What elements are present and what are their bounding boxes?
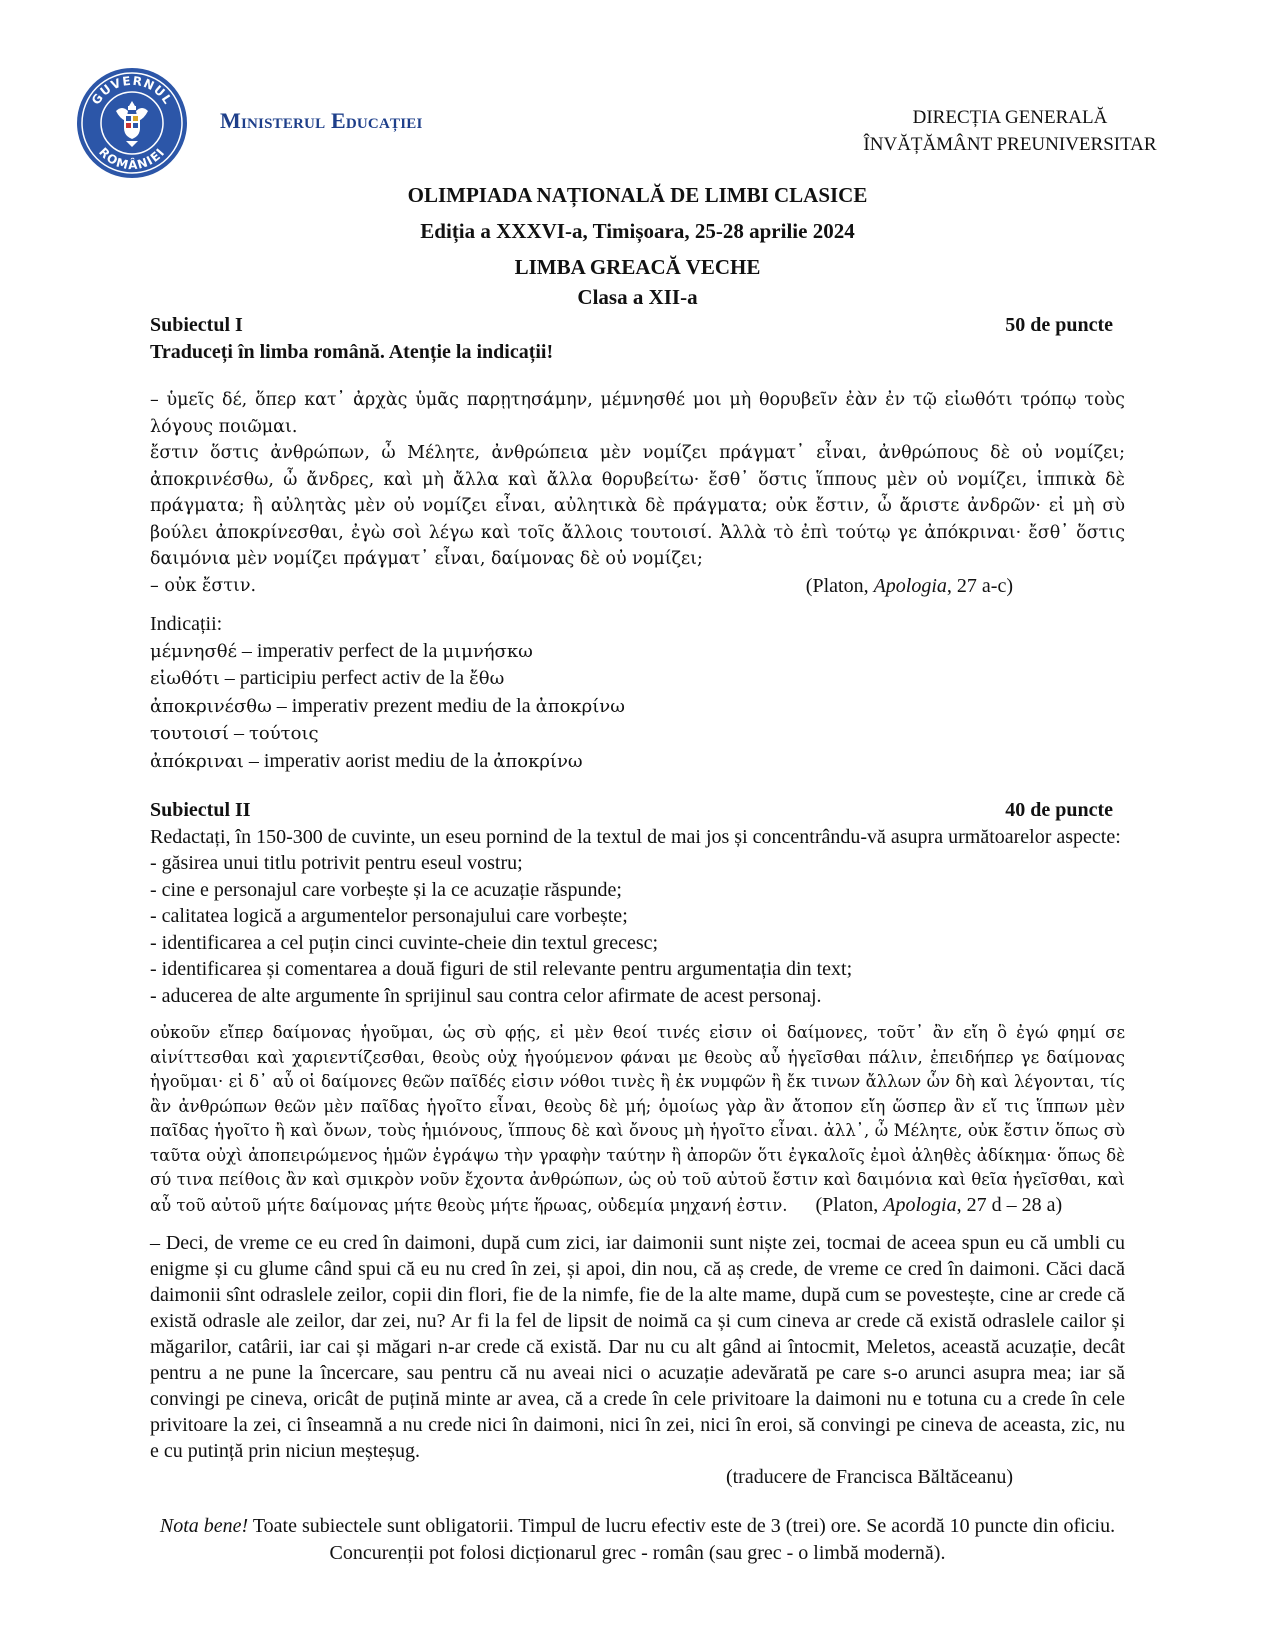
subject1-greek-p2: ἔστιν ὅστις ἀνθρώπων, ὦ Μέλητε, ἀνθρώπεια μὲν νομίζει πράγματ᾽ εἶναι, ἀνθρώπους δὲ οὐ νομίζει; ἀποκρινέσθω, ὦ ἄνδρες, καὶ μὴ ἄλλα καὶ ἄλλα θορυβείτω· ἔσθ᾽ ὅστις ἵππους μὲν οὐ νομίζει, ἱππικὰ δὲ πράγματα; ἢ αὐλητὰς μὲν οὐ νομίζει εἶναι, αὐλητικὰ δὲ πράγματα; οὐκ ἔστιν, ὦ ἄριστε ἀνδρῶν· εἰ μὴ σὺ βούλει ἀποκρίνεσθαι, ἐγὼ σοὶ λέγω καὶ τοῖς ἄλλοις τουτοισί. Ἀλλὰ τὸ ἐπὶ τούτῳ γε ἀπόκριναι· ἔσθ᾽ ὅστις δαιμόνια μὲν νομίζει πράγματ᾽ εἶναι, δαίμονας δὲ οὐ νομίζει; bbox=[150, 443, 1125, 569]
edition-title: Ediția a XXXVI-a, Timișoara, 25-28 aprilie 2024 bbox=[420, 219, 855, 243]
source-work: Apologia bbox=[883, 1193, 957, 1216]
class-title: Clasa a XII-a bbox=[577, 285, 698, 309]
subject1-header bbox=[150, 312, 1125, 339]
subject1-points: 50 de puncte bbox=[1005, 314, 1113, 336]
subject2-source bbox=[816, 1194, 1063, 1216]
indication-note: – imperativ prezent mediu de la bbox=[271, 694, 536, 717]
source-work: Apologia bbox=[873, 574, 947, 597]
subject2-translation: – Deci, de vreme ce eu cred în daimoni, după cum zici, iar daimonii sunt niște zei, tocmai de aceea spun eu că umbli cu enigme și cu glume când spui că eu nu cred în zei, și apoi, din nou, că aș crede, de vreme ce cred în daimoni. Căci dacă daimonii sînt odraslele zeilor, copii din flori, fie de la nimfe, fie de la alte mame, după cum se povestește, cine ar crede că există odrasle ale zeilor, dar zei, nu? Ar fi la fel de lipsit de noimă ca și cum cineva ar crede că există odraslele cailor și măgarilor, catârii, iar cai și măgari n-ar crede că există. Dar nu cu alt gând ai întocmit, Meletos, această acuzație, decât pentru a ne pune la încercare, sau pentru că nu aveai nici o acuzație adevărată pe care s-o arunci asupra mea; iar să convingi pe cineva, oricât de puțină minte ar avea, că a crede în cele privitoare la daimoni nu e totuna cu a crede în cele privitoare la zei, ci înseamnă a nu crede nici în daimoni, nici în zei, nici în eroi, să convingi pe cineva de aceasta, zic, nu e cu putință prin niciun meșteșug. bbox=[150, 1232, 1125, 1462]
subject2-greek-text bbox=[150, 1021, 1125, 1218]
indication-lemma: μιμνήσκω bbox=[442, 640, 533, 662]
indication-word: ἀπόκριναι bbox=[150, 750, 244, 772]
indications-title: Indicații: bbox=[150, 613, 223, 635]
language-title: LIMBA GREACĂ VECHE bbox=[514, 255, 761, 279]
indication-note: – bbox=[228, 722, 249, 744]
aspect-item: - identificarea a cel puțin cinci cuvinte-cheie din textul grecesc; bbox=[150, 931, 659, 954]
indication-item bbox=[150, 693, 1125, 721]
indication-lemma: τούτοις bbox=[248, 723, 319, 744]
indication-note: – imperativ perfect de la bbox=[236, 639, 443, 662]
seal-bottom-text: ROMÂNIEI bbox=[96, 144, 168, 173]
indication-item bbox=[150, 720, 1125, 748]
footer-text-1: Toate subiectele sunt obligatorii. Timpul de lucru efectiv este de 3 (trei) ore. Se acordă 10 puncte din oficiu. bbox=[248, 1515, 1116, 1537]
direction-line-2: ÎNVĂȚĂMÂNT PREUNIVERSITAR bbox=[863, 134, 1157, 155]
aspect-item: - cine e personajul care vorbește și la ce acuzație răspunde; bbox=[150, 878, 622, 901]
aspect-item: - calitatea logică a argumentelor personajului care vorbește; bbox=[150, 905, 628, 927]
exam-titles bbox=[0, 180, 1275, 312]
subject1-greek-last bbox=[150, 573, 1125, 600]
indication-note: – participiu perfect activ de la bbox=[219, 667, 470, 689]
subject1-label: Subiectul I bbox=[150, 314, 243, 336]
footer-note bbox=[0, 1513, 1275, 1567]
source-author: (Platon, bbox=[805, 574, 874, 597]
subject2-greek-body: οὐκοῦν εἴπερ δαίμονας ἡγοῦμαι, ὡς σὺ φῄς, εἰ μὲν θεοί τινές εἰσιν οἱ δαίμονες, τοῦτ᾽ ἂν εἴη ὃ ἐγώ φημί σε αἰνίττεσθαι καὶ χαριεντίζεσθαι, θεοὺς οὐχ ἡγούμενον φάναι με θεοὺς αὖ ἡγεῖσθαι πάλιν, ἐπειδήπερ γε δαίμονας ἡγοῦμαι· εἰ δ᾽ αὖ οἱ δαίμονες θεῶν παῖδές εἰσιν νόθοι τινὲς ἢ ἐκ νυμφῶν ἢ ἔκ τινων ἄλλων ὧν δὴ καὶ λέγονται, τίς ἂν ἀνθρώπων θεῶν μὲν παῖδας ἡγοῖτο εἶναι, θεοὺς δὲ μή; ὁμοίως γὰρ ἂν ἄτοπον εἴη ὥσπερ ἂν εἴ τις ἵππων μὲν παῖδας ἡγοῖτο ἢ καὶ ὄνων, τοὺς ἡμιόνους, ἵππους δὲ καὶ ὄνους μὴ ἡγοῖτο εἶναι. ἀλλ᾽, ὦ Μέλητε, οὐκ ἔστιν ὅπως σὺ ταῦτα οὐχὶ ἀποπειρώμενος ἡμῶν ἐγράψω τὴν γραφὴν ταύτην ἢ ἀπορῶν ὅτι ἐγκαλοῖς ἐμοὶ ἀληθὲς ἀδίκημα· ὅπως δὲ σύ τινα πείθοις ἂν καὶ σμικρὸν νοῦν ἔχοντα ἀνθρώπων, ὡς οὐ τοῦ αὐτοῦ ἔστιν καὶ δαιμόνια καὶ θεῖα ἡγεῖσθαι, καὶ αὖ τοῦ αὐτοῦ μήτε δαίμονας μήτε θεοὺς μήτε ἥρωας, οὐδεμία μηχανή ἐστιν. bbox=[150, 1023, 1125, 1215]
subject2-intro: Redactați, în 150-300 de cuvinte, un eseu pornind de la textul de mai jos și concentrându-vă asupra următoarelor aspecte: bbox=[150, 825, 1121, 848]
aspect-item: - identificarea și comentarea a două figuri de stil relevante pentru argumentația din text; bbox=[150, 958, 853, 980]
translation-credit: (traducere de Francisca Băltăceanu) bbox=[725, 1466, 1013, 1488]
aspect-item: - aducerea de alte argumente în sprijinul sau contra celor afirmate de acest personaj. bbox=[150, 984, 822, 1007]
indication-lemma: ἀποκρίνω bbox=[535, 695, 625, 717]
source-ref: , 27 a-c) bbox=[946, 574, 1013, 597]
indication-item bbox=[150, 665, 1125, 693]
subject1-greek-p1: – ὑμεῖς δέ, ὅπερ κατ᾽ ἀρχὰς ὑμᾶς παρῃτησάμην, μέμνησθέ μοι μὴ θορυβεῖν ἐὰν ἐν τῷ εἰωθότι τρόπῳ τοὺς λόγους ποιῶμαι. bbox=[150, 390, 1125, 437]
government-seal-logo bbox=[76, 67, 188, 179]
indication-word: ἀποκρινέσθω bbox=[150, 695, 272, 717]
direction-line-1: DIRECȚIA GENERALĂ bbox=[912, 107, 1108, 128]
subject1-instruction: Traduceți în limba română. Atenție la indicații! bbox=[150, 340, 554, 363]
indication-lemma: ἀποκρίνω bbox=[493, 750, 583, 772]
exam-body bbox=[150, 312, 1125, 1491]
indication-note: – imperativ aorist mediu de la bbox=[243, 749, 494, 772]
ministry-name: Ministerul Educației bbox=[220, 108, 423, 133]
subject1-greek-last-line: – οὐκ ἔστιν. bbox=[150, 575, 257, 596]
aspect-item: - găsirea unui titlu potrivit pentru eseul vostru; bbox=[150, 852, 523, 874]
source-author: (Platon, bbox=[815, 1193, 884, 1216]
nota-bene: Nota bene! bbox=[159, 1515, 249, 1537]
indication-word: τουτοισί bbox=[150, 723, 229, 744]
seal-top-text: GUVERNUL bbox=[88, 73, 176, 108]
indication-word: μέμνησθέ bbox=[150, 640, 237, 662]
indication-word: εἰωθότι bbox=[150, 668, 220, 689]
indications-list bbox=[150, 638, 1125, 776]
subject2-header bbox=[150, 797, 1125, 824]
indication-lemma: ἔθω bbox=[469, 668, 505, 689]
footer-line-1 bbox=[0, 1513, 1275, 1540]
source-ref: , 27 d – 28 a) bbox=[956, 1193, 1063, 1216]
indication-item bbox=[150, 748, 1125, 776]
subject2-points: 40 de puncte bbox=[1005, 799, 1113, 821]
subject1-source bbox=[806, 573, 1125, 600]
olympiad-title: OLIMPIADA NAȚIONALĂ DE LIMBI CLASICE bbox=[407, 183, 868, 207]
direction-heading bbox=[860, 104, 1160, 158]
footer-line-2: Concurenții pot folosi dicționarul grec - român (sau grec - o limbă modernă). bbox=[329, 1542, 946, 1564]
subject2-label: Subiectul II bbox=[150, 799, 251, 821]
aspects-list bbox=[150, 850, 1125, 1009]
indication-item bbox=[150, 638, 1125, 666]
